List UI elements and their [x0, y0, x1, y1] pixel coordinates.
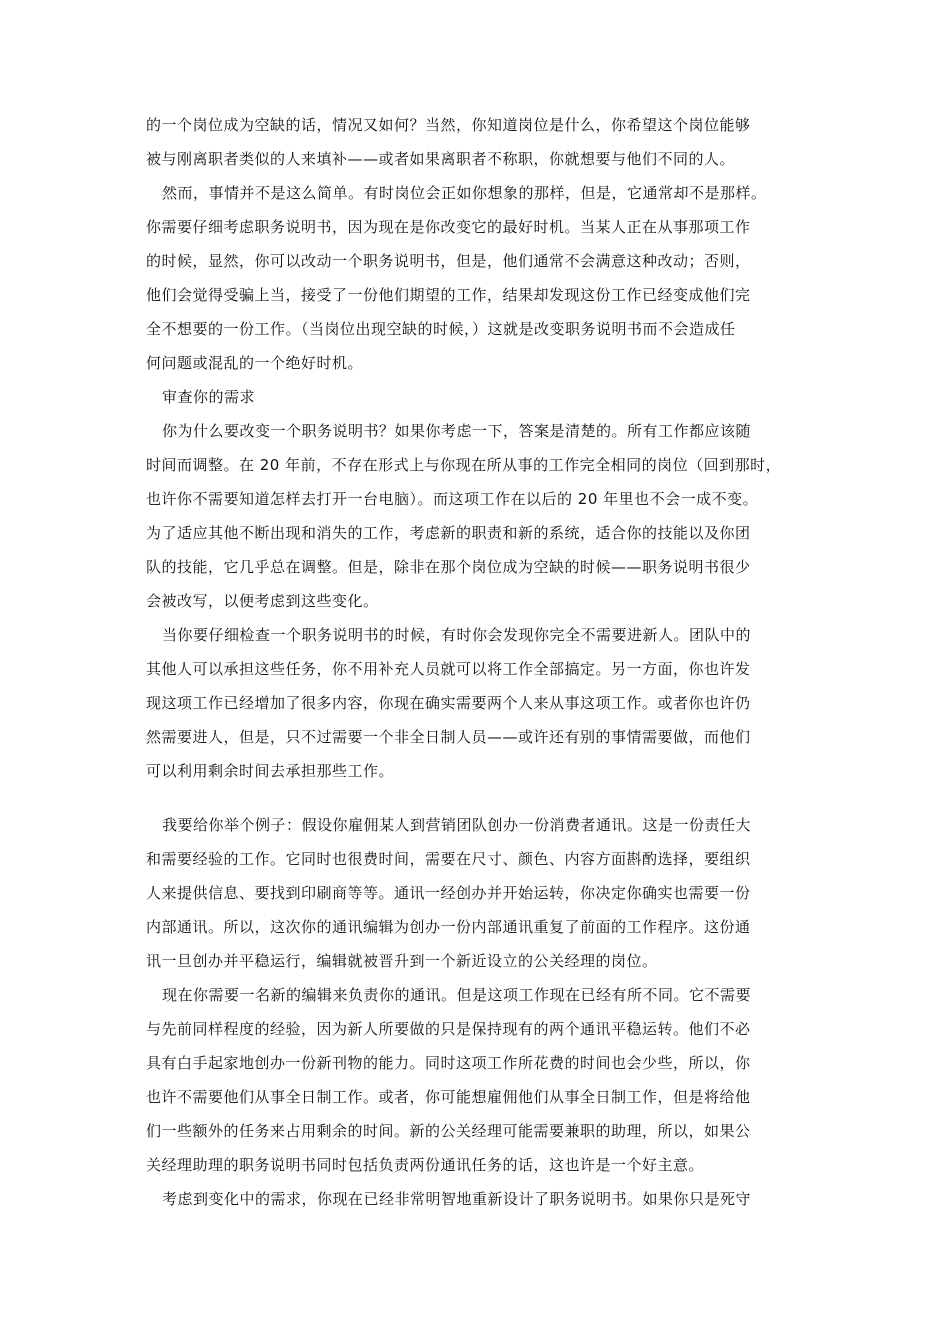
text-line: 然需要进人，但是，只不过需要一个非全日制人员——或许还有别的事情需要做，而他们: [146, 728, 751, 746]
text-line: 可以利用剩余时间去承担那些工作。: [146, 762, 395, 780]
text-line: 他们会觉得受骗上当，接受了一份他们期望的工作，结果却发现这份工作已经变成他们完: [146, 286, 751, 304]
text-line: 会被改写，以便考虑到这些变化。: [146, 592, 379, 610]
text-line: 也许你不需要知道怎样去打开一台电脑）。而这项工作在以后的 20 年里也不会一成不变。: [146, 490, 759, 508]
text-line: 队的技能，它几乎总在调整。但是，除非在那个岗位成为空缺的时候——职务说明书很少: [146, 558, 751, 576]
text-line: 我要给你举个例子：假设你雇佣某人到营销团队创办一份消费者通讯。这是一份责任大: [162, 816, 752, 834]
text-line: 现这项工作已经增加了很多内容，你现在确实需要两个人来从事这项工作。或者你也许仍: [146, 694, 751, 712]
text-line: 时间而调整。在 20 年前，不存在形式上与你现在所从事的工作完全相同的岗位（回到那时，: [146, 456, 782, 474]
text-line: 为了适应其他不断出现和消失的工作，考虑新的职责和新的系统，适合你的技能以及你团: [146, 524, 751, 542]
text-line: 其他人可以承担这些任务，你不用补充人员就可以将工作全部搞定。另一方面，你也许发: [146, 660, 751, 678]
text-line: 何问题或混乱的一个绝好时机。: [146, 354, 364, 372]
text-line: 现在你需要一名新的编辑来负责你的通讯。但是这项工作现在已经有所不同。它不需要: [162, 986, 752, 1004]
text-line: 全不想要的一份工作。（当岗位出现空缺的时候，）这就是改变职务说明书而不会造成任: [146, 320, 736, 338]
text-line: 关经理助理的职务说明书同时包括负责两份通讯任务的话，这也许是一个好主意。: [146, 1156, 705, 1174]
text-line: 然而，事情并不是这么简单。有时岗位会正如你想象的那样，但是，它通常却不是那样。: [162, 184, 767, 202]
text-line: 讯一旦创办并平稳运行，编辑就被晋升到一个新近设立的公关经理的岗位。: [146, 952, 658, 970]
text-line: 的一个岗位成为空缺的话，情况又如何？当然，你知道岗位是什么，你希望这个岗位能够: [146, 116, 751, 134]
text-line: 你为什么要改变一个职务说明书？如果你考虑一下，答案是清楚的。所有工作都应该随: [162, 422, 752, 440]
text-line: 当你要仔细检查一个职务说明书的时候，有时你会发现你完全不需要进新人。团队中的: [162, 626, 752, 644]
text-line: 你需要仔细考虑职务说明书，因为现在是你改变它的最好时机。当某人正在从事那项工作: [146, 218, 751, 236]
text-line: 和需要经验的工作。它同时也很费时间，需要在尺寸、颜色、内容方面斟酌选择，要组织: [146, 850, 751, 868]
text-line: 也许不需要他们从事全日制工作。或者，你可能想雇佣他们从事全日制工作，但是将给他: [146, 1088, 751, 1106]
text-line: 人来提供信息、要找到印刷商等等。通讯一经创办并开始运转，你决定你确实也需要一份: [146, 884, 751, 902]
text-line: 的时候，显然，你可以改动一个职务说明书，但是，他们通常不会满意这种改动；否则，: [146, 252, 751, 270]
text-line: 被与刚离职者类似的人来填补——或者如果离职者不称职，你就想要与他们不同的人。: [146, 150, 736, 168]
text-line: 考虑到变化中的需求，你现在已经非常明智地重新设计了职务说明书。如果你只是死守: [162, 1190, 752, 1208]
text-line: 具有白手起家地创办一份新刊物的能力。同时这项工作所花费的时间也会少些，所以，你: [146, 1054, 751, 1072]
section-heading: 审查你的需求: [162, 388, 256, 406]
text-line: 与先前同样程度的经验，因为新人所要做的只是保持现有的两个通讯平稳运转。他们不必: [146, 1020, 751, 1038]
text-line: 们一些额外的任务来占用剩余的时间。新的公关经理可能需要兼职的助理，所以，如果公: [146, 1122, 751, 1140]
text-line: 内部通讯。所以，这次你的通讯编辑为创办一份内部通讯重复了前面的工作程序。这份通: [146, 918, 751, 936]
